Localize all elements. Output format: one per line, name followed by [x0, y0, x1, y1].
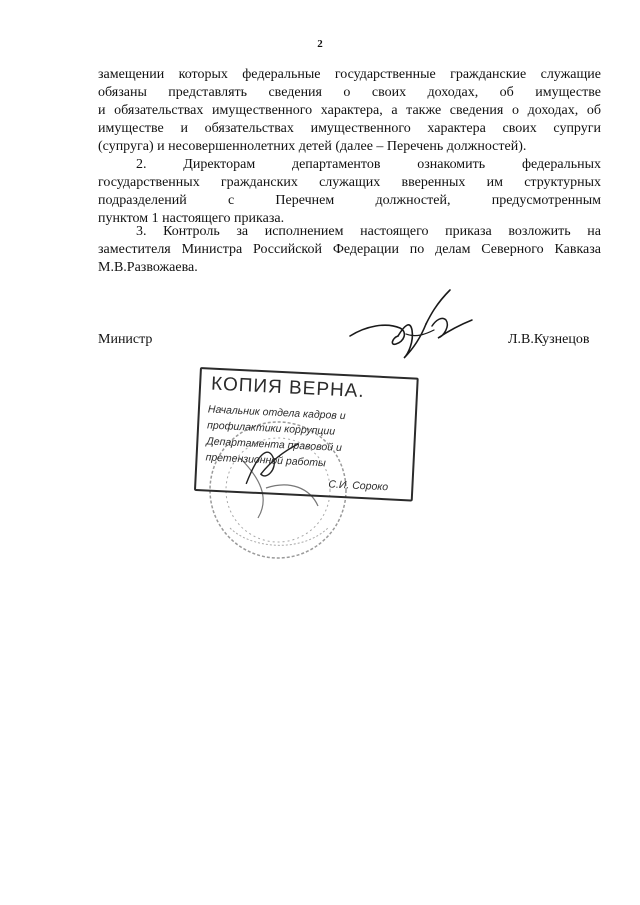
signatory-name: Л.В.Кузнецов — [508, 332, 590, 347]
paragraph-item-3 — [98, 223, 601, 277]
text-line: (супруга) и несовершеннолетних детей (далее – Перечень должностей). — [98, 138, 527, 154]
text-line: пунктом 1 настоящего приказа. — [98, 210, 285, 226]
stamp-title: КОПИЯ ВЕРНА. — [210, 373, 366, 403]
text-line: и обязательствах имущественного характера, а также сведения о доходах, об — [98, 102, 601, 118]
stamp-signer: С.И. Сороко — [328, 478, 389, 494]
text-line: государственных гражданских служащих вверенных им структурных — [98, 174, 601, 190]
stamp-line: претензионной работы — [205, 451, 327, 470]
page-number: 2 — [317, 38, 323, 50]
text-line: М.В.Развожаева. — [98, 259, 198, 275]
stamp-line: профилактики коррупции — [206, 419, 336, 438]
text-line: имуществе и обязательствах имущественного характера своих супруги — [98, 120, 601, 136]
stamp-line: Департамента правовой и — [206, 435, 343, 455]
paragraph-item-2 — [98, 156, 601, 228]
stamp-line: Начальник отдела кадров и — [207, 403, 346, 423]
text-line: замещении которых федеральные государственные гражданские служащие — [98, 67, 601, 82]
stamp-signature — [236, 433, 309, 496]
text-line: подразделений с Перечнем должностей, предусмотренным — [98, 192, 601, 208]
text-line: заместителя Министра Российской Федерации по делам Северного Кавказа — [98, 241, 601, 257]
certified-copy-stamp — [194, 367, 419, 502]
text-line: обязаны представлять сведения о своих доходах, об имуществе — [98, 84, 601, 100]
signatory-title: Министр — [98, 332, 153, 347]
paragraph-continuation — [98, 66, 601, 155]
handwritten-signature — [346, 286, 476, 366]
text-line: 3. Контроль за исполнением настоящего приказа возложить на — [136, 224, 601, 239]
text-line: 2. Директорам департаментов ознакомить федеральных — [136, 157, 601, 172]
